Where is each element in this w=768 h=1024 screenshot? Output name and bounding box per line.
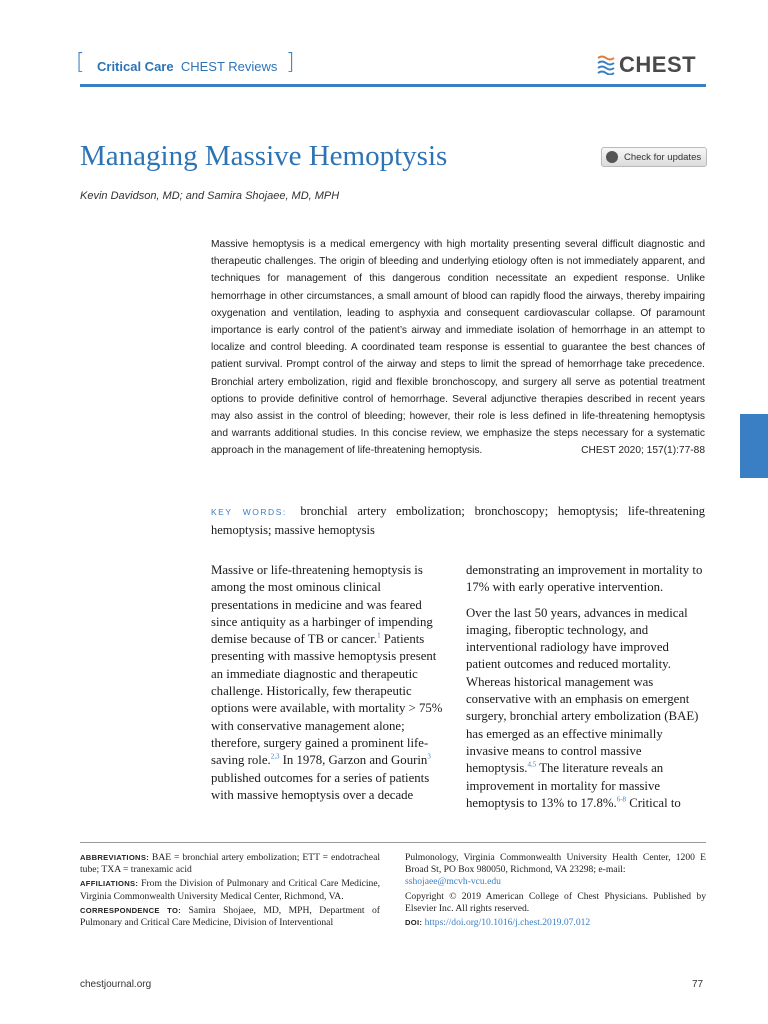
body-paragraph: demonstrating an improvement in mortality to 17% with early operative intervention. [466, 563, 703, 595]
correspondence-continued [405, 852, 706, 889]
chest-logo-text: CHEST [619, 52, 697, 77]
footnotes-right [405, 852, 706, 931]
doi-link[interactable]: https://doi.org/10.1016/j.chest.2019.07.012 [424, 917, 591, 929]
affiliations-text: From the Division of Pulmonary and Critical Care Medicine, Virginia Commonwealth University Medical Center, Richmond, VA. [80, 878, 380, 902]
page-number: 77 [692, 979, 704, 990]
abbreviations [80, 852, 380, 876]
header-bracket-close: ] [286, 50, 295, 75]
doi-label: DOI: [405, 918, 423, 928]
abbreviations-text: BAE = bronchial artery embolization; ETT = endotracheal tube; TXA = tranexamic acid [80, 852, 380, 876]
reference-link[interactable]: 2,3 [270, 753, 280, 761]
footnote-divider [80, 842, 706, 843]
reference-link[interactable]: 4,5 [527, 761, 537, 769]
abstract [211, 236, 705, 460]
body-column-2 [466, 562, 706, 820]
footnotes-left [80, 852, 380, 931]
body-text: In 1978, Garzon and Gourin [279, 753, 428, 768]
doi [405, 917, 706, 929]
affiliations [80, 878, 380, 902]
copyright: Copyright © 2019 American College of Chest Physicians. Published by Elsevier Inc. All rights reserved. [405, 890, 706, 914]
body-text: Patients presenting with massive hemoptysis present an immediate diagnostic and therapeutic challenge. Historically, few therapeutic options were available, with mortality > 75% with conservative management alone; therefore, surgery gained a prominent life-saving role. [211, 632, 443, 768]
article-title: Managing Massive Hemoptysis [80, 140, 448, 172]
body-text: Massive or life-threatening hemoptysis is among the most ominous clinical presentations in medicine and was feared since antiquity as a harbinger of impending demise because of TB or cancer. [211, 563, 433, 647]
series-name: CHEST Reviews [180, 59, 278, 74]
body-text: Over the last 50 years, advances in medical imaging, fiberoptic technology, and interventional radiology have improved patient outcomes and reduced mortality. Whereas historical management was conservative with an emphasis on emergent surgery, bronchial artery embolization (BAE) has emerged as an effective minimally invasive means to control massive hemoptysis. [466, 605, 699, 776]
section-tab [740, 414, 768, 478]
correspondence-address: Pulmonology, Virginia Commonwealth University Health Center, 1200 E Broad St, PO Box 980050, Richmond, VA 23298; e-mail: [405, 852, 706, 876]
check-for-updates-button[interactable] [601, 147, 707, 167]
crossmark-icon [606, 151, 618, 163]
abstract-text: Massive hemoptysis is a medical emergency with high mortality presenting several difficult diagnostic and therapeutic challenges. The origin of bleeding and underlying etiology often is not immediately apparent, and techniques for management of this dangerous condition necessitate an expedient response. Unlike hemorrhage in other circumstances, a small amount of blood can rapidly flood the airways, thereby impairing oxygenation and ventilation, leading to asphyxia and consequent cardiovascular collapse. Of paramount importance is early control of the patient’s airway and immediate isolation of hemorrhage in an attempt to localize and control bleeding. A coordinated team response is essential to guarantee the best chances of patient survival. Prompt control of the airway and steps to limit the spread of hemorrhage take precedence. Bronchial artery embolization, rigid and flexible bronchoscopy, and surgery all serve as potential treatment options to provide definitive control of hemorrhage. Several adjunctive therapies described in recent years may also assist in the control of bleeding; however, their role is less defined in life-threatening hemoptysis and warrants additional studies. In this concise review, we emphasize the steps necessary for a systematic approach in the management of life-threatening hemoptysis. [211, 239, 705, 457]
check-for-updates-label: Check for updates [624, 151, 702, 163]
body-text: Critical to [626, 795, 681, 810]
reference-link[interactable]: 1 [377, 631, 381, 640]
citation: CHEST 2020; 157(1):77-88 [581, 445, 705, 457]
reference-link[interactable]: 3 [427, 753, 431, 761]
correspondence-text: Samira Shojaee, MD, MPH, Department of Pulmonary and Critical Care Medicine, Division of Interventional [80, 904, 380, 929]
affiliations-label: AFFILIATIONS: [80, 879, 139, 889]
body-text: published outcomes for a series of patients with massive hemoptysis over a decade [211, 770, 430, 802]
correspondence-label: CORRESPONDENCE TO: [80, 905, 182, 915]
journal-section [97, 59, 277, 74]
section-name: Critical Care [97, 59, 174, 74]
body-text: The literature reveals an improvement in mortality for massive hemoptysis to 13% to 17.8%. [466, 761, 664, 810]
chest-logo-icon [597, 55, 615, 75]
email-link[interactable]: sshojaee@mcvh-vcu.edu [405, 876, 501, 888]
header-divider [80, 84, 706, 87]
keywords-text: bronchial artery embolization; bronchoscopy; hemoptysis; life-threatening hemoptysis; massive hemoptysis [211, 504, 705, 537]
header-bracket-open: [ [76, 50, 85, 75]
reference-link[interactable]: 6-8 [616, 795, 627, 804]
keywords-label: KEY WORDS: [211, 507, 287, 517]
body-column-1 [211, 562, 449, 804]
keywords [211, 502, 705, 539]
author-list: Kevin Davidson, MD; and Samira Shojaee, MD, MPH [80, 190, 340, 202]
body-paragraph [466, 605, 706, 813]
chest-logo[interactable] [597, 52, 696, 78]
correspondence [80, 905, 380, 929]
journal-website[interactable]: chestjournal.org [80, 979, 152, 990]
abbreviations-label: ABBREVIATIONS: [80, 853, 150, 862]
body-paragraph [211, 562, 449, 804]
